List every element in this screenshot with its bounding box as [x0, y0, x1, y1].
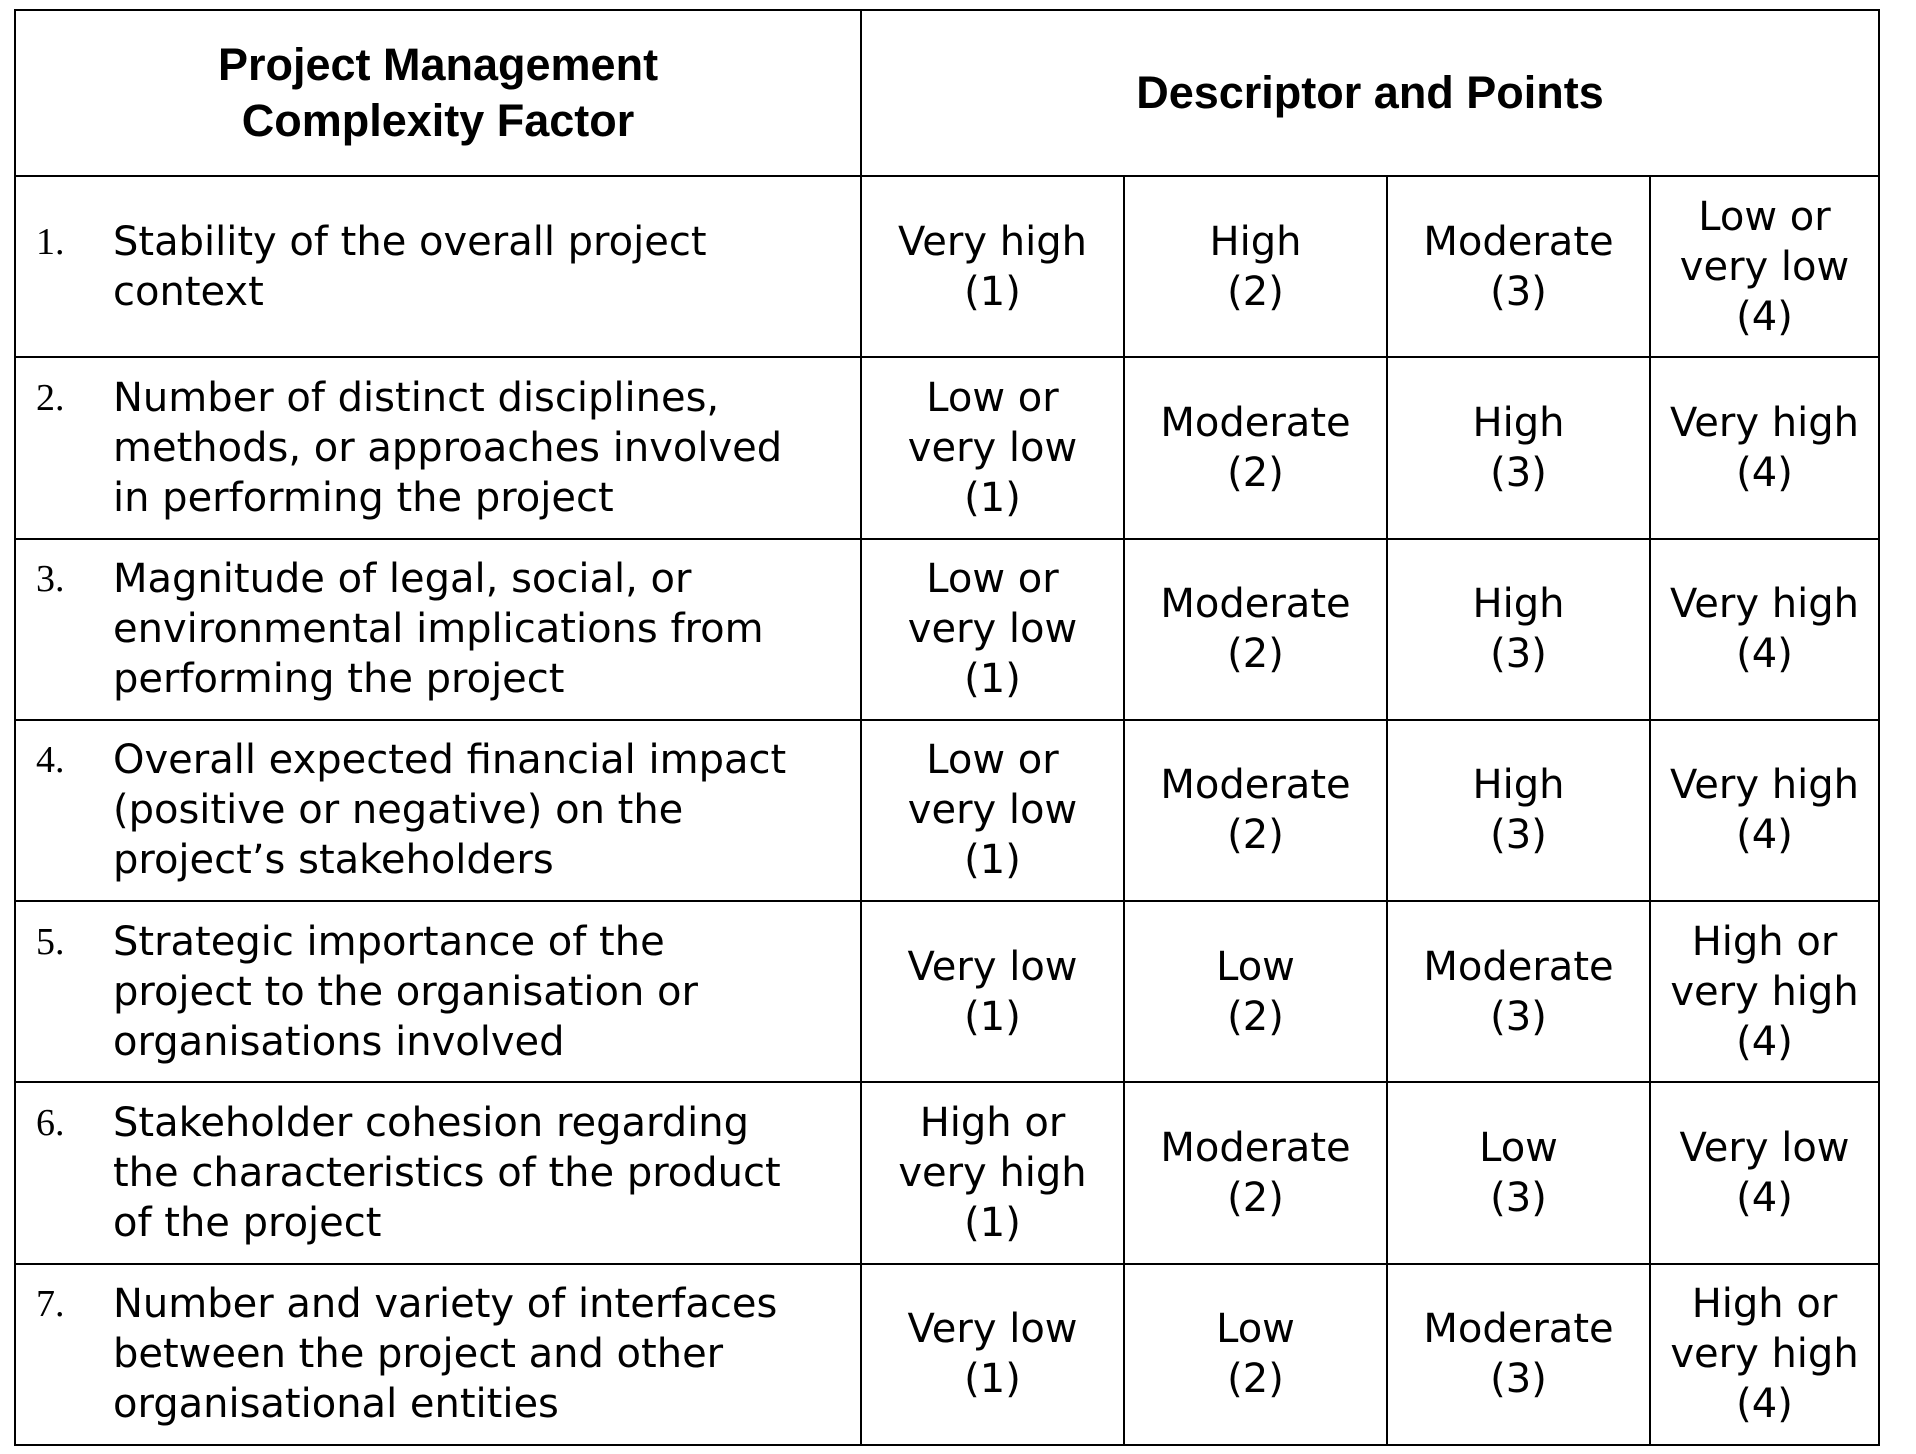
descriptor-label: High: [1209, 218, 1302, 265]
descriptor-cell: [1650, 1264, 1879, 1445]
descriptor-label: Very low: [907, 1306, 1078, 1353]
descriptor-label: Moderate: [1423, 1306, 1614, 1353]
descriptor-label: Low: [1216, 943, 1295, 990]
descriptor-points: (1): [964, 268, 1021, 315]
descriptor-cell: [1387, 1082, 1650, 1263]
descriptor-label: Low: [1479, 1125, 1558, 1172]
descriptor-label: High: [1472, 581, 1565, 628]
descriptor-points: (1): [964, 656, 1021, 703]
descriptor-points: (3): [1490, 812, 1547, 859]
factor-text: Magnitude of legal, social, or environmental implications from performing the project: [113, 556, 764, 703]
descriptor-points: (3): [1490, 449, 1547, 496]
factor-cell: [15, 357, 861, 538]
descriptor-points: (4): [1736, 449, 1793, 496]
descriptor-points: (3): [1490, 993, 1547, 1040]
factor-content: [16, 554, 860, 704]
factor-text: Stability of the overall project context: [113, 218, 707, 315]
descriptor-points: (1): [964, 474, 1021, 521]
descriptor-label: Low or very low: [907, 737, 1078, 834]
descriptor-cell: [1650, 357, 1879, 538]
descriptor-points: (1): [964, 1200, 1021, 1247]
header-row: [15, 10, 1879, 176]
descriptor-cell: [861, 720, 1124, 901]
descriptor-cell: [861, 901, 1124, 1082]
table-body: [15, 176, 1879, 1445]
descriptor-label: Low: [1216, 1306, 1295, 1353]
descriptor-label: Moderate: [1160, 1125, 1351, 1172]
factor-cell: [15, 1264, 861, 1445]
descriptor-cell: [1387, 901, 1650, 1082]
descriptor-points: (4): [1736, 812, 1793, 859]
descriptor-cell: [1124, 1082, 1387, 1263]
descriptor-label: Very low: [1679, 1125, 1850, 1172]
descriptor-cell: [1650, 720, 1879, 901]
descriptor-points: (1): [964, 1356, 1021, 1403]
complexity-factor-table: [14, 9, 1880, 1446]
factor-content: [16, 217, 860, 317]
descriptor-label: Moderate: [1423, 943, 1614, 990]
descriptor-points: (2): [1227, 449, 1284, 496]
descriptor-points: (1): [964, 993, 1021, 1040]
descriptor-column-header: Descriptor and Points: [861, 10, 1879, 176]
descriptor-points: (4): [1736, 1018, 1793, 1065]
descriptor-label: Very high: [898, 218, 1087, 265]
factor-content: [16, 735, 860, 885]
descriptor-cell: [1124, 357, 1387, 538]
factor-number: 4.: [36, 739, 65, 782]
descriptor-cell: [1124, 901, 1387, 1082]
descriptor-cell: [1387, 176, 1650, 357]
table-row: [15, 176, 1879, 357]
descriptor-label: Very high: [1670, 762, 1859, 809]
descriptor-cell: [1387, 1264, 1650, 1445]
descriptor-label: Low or very low: [907, 556, 1078, 653]
factor-cell: [15, 720, 861, 901]
factor-number: 3.: [36, 558, 65, 601]
factor-column-header: Project Management Complexity Factor: [15, 10, 861, 176]
factor-cell: [15, 539, 861, 720]
descriptor-label: Moderate: [1160, 581, 1351, 628]
factor-text: Overall expected financial impact (positive or negative) on the project’s stakeholders: [113, 737, 787, 884]
factor-number: 2.: [36, 376, 65, 419]
factor-number: 5.: [36, 920, 65, 963]
descriptor-label: High or very high: [1670, 1281, 1859, 1378]
descriptor-cell: [1387, 357, 1650, 538]
descriptor-points: (2): [1227, 268, 1284, 315]
descriptor-points: (2): [1227, 1356, 1284, 1403]
factor-cell: [15, 176, 861, 357]
factor-text: Stakeholder cohesion regarding the characteristics of the product of the project: [113, 1100, 781, 1247]
descriptor-cell: [861, 539, 1124, 720]
descriptor-label: Very high: [1670, 399, 1859, 446]
factor-text: Strategic importance of the project to the organisation or organisations involved: [113, 918, 698, 1065]
descriptor-cell: [861, 1264, 1124, 1445]
descriptor-cell: [1387, 539, 1650, 720]
descriptor-cell: [1124, 539, 1387, 720]
descriptor-points: (2): [1227, 631, 1284, 678]
descriptor-points: (3): [1490, 268, 1547, 315]
descriptor-cell: [861, 176, 1124, 357]
descriptor-label: High: [1472, 399, 1565, 446]
descriptor-label: Low or very low: [1679, 193, 1850, 290]
descriptor-points: (4): [1736, 1175, 1793, 1222]
descriptor-label: High or very high: [1670, 918, 1859, 1015]
descriptor-cell: [1650, 901, 1879, 1082]
factor-number: 6.: [36, 1102, 65, 1145]
factor-text: Number of distinct disciplines, methods, or approaches involved in performing the project: [113, 374, 783, 521]
table-row: [15, 539, 1879, 720]
descriptor-cell: [1387, 720, 1650, 901]
descriptor-points: (3): [1490, 631, 1547, 678]
descriptor-label: Very high: [1670, 581, 1859, 628]
table-row: [15, 901, 1879, 1082]
descriptor-points: (4): [1736, 631, 1793, 678]
descriptor-cell: [861, 357, 1124, 538]
factor-content: [16, 373, 860, 523]
factor-number: 7.: [36, 1283, 65, 1326]
table-row: [15, 1082, 1879, 1263]
descriptor-label: High or very high: [898, 1100, 1087, 1197]
descriptor-label: Moderate: [1423, 218, 1614, 265]
descriptor-points: (3): [1490, 1356, 1547, 1403]
descriptor-label: Moderate: [1160, 762, 1351, 809]
descriptor-label: Moderate: [1160, 399, 1351, 446]
factor-cell: [15, 901, 861, 1082]
descriptor-cell: [1124, 176, 1387, 357]
descriptor-points: (2): [1227, 812, 1284, 859]
factor-content: [16, 1279, 860, 1429]
table-row: [15, 1264, 1879, 1445]
descriptor-points: (3): [1490, 1175, 1547, 1222]
descriptor-points: (2): [1227, 1175, 1284, 1222]
descriptor-cell: [1650, 539, 1879, 720]
descriptor-cell: [1124, 720, 1387, 901]
descriptor-cell: [861, 1082, 1124, 1263]
factor-text: Number and variety of interfaces between the project and other organisational entities: [113, 1281, 778, 1428]
descriptor-cell: [1124, 1264, 1387, 1445]
descriptor-cell: [1650, 176, 1879, 357]
table-row: [15, 357, 1879, 538]
descriptor-points: (1): [964, 837, 1021, 884]
descriptor-label: Very low: [907, 943, 1078, 990]
factor-cell: [15, 1082, 861, 1263]
descriptor-label: Low or very low: [907, 374, 1078, 471]
descriptor-cell: [1650, 1082, 1879, 1263]
descriptor-points: (4): [1736, 293, 1793, 340]
descriptor-label: High: [1472, 762, 1565, 809]
descriptor-points: (4): [1736, 1381, 1793, 1428]
factor-number: 1.: [36, 220, 65, 263]
factor-content: [16, 917, 860, 1067]
descriptor-points: (2): [1227, 993, 1284, 1040]
factor-content: [16, 1098, 860, 1248]
table-row: [15, 720, 1879, 901]
